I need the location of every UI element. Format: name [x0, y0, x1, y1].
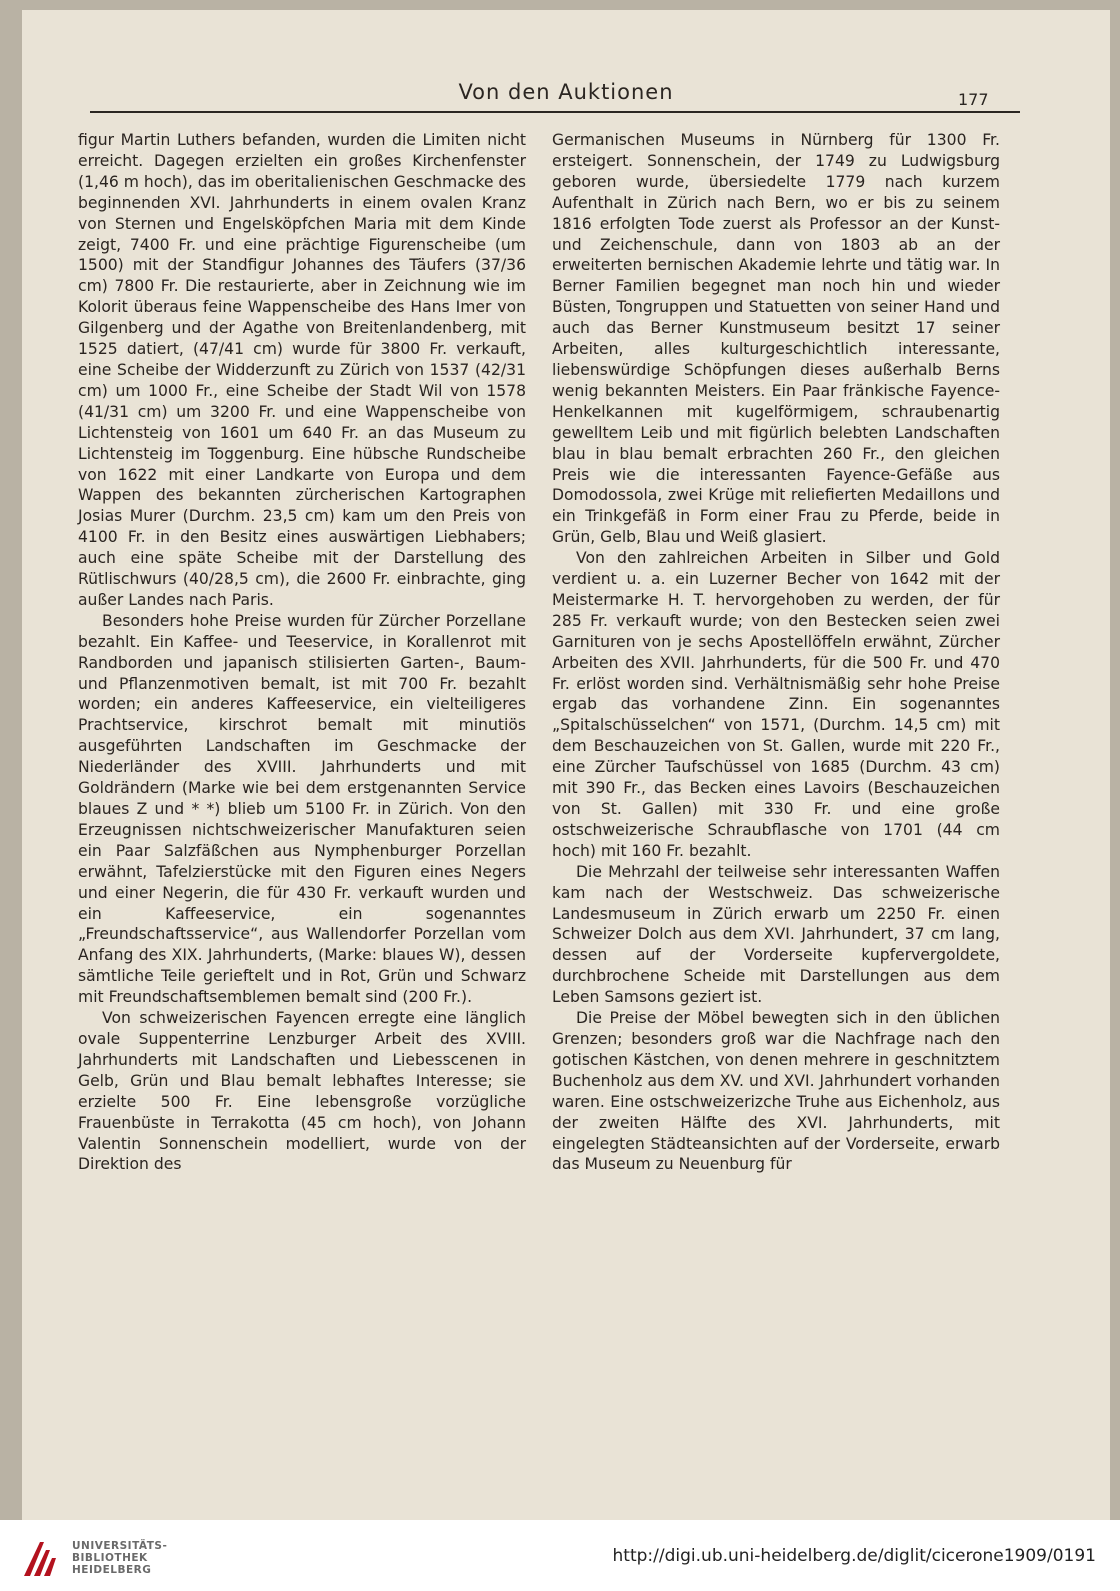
paragraph: Besonders hohe Preise wurden für Zürcher Porzellane bezahlt. Ein Kaffee- und Teeservice, in Korallenrot mit Randborden und japanisch stilisierten Garten-, Baum- und Pflanzenmotiven bemalt, ist mit 700 Fr. bezahlt worden; ein anderes Kaffeeservice, ein vielteiligeres Prachtservice, kirschrot bemalt mit minutiös ausgeführten Landschaften im Geschmacke der Niederländer des XVIII. Jahrhunderts und mit Goldrändern (Marke wie bei dem erstgenannten Service blaues Z und * *) blieb um 5100 Fr. in Zürich. Von den Erzeugnissen nichtschweizerischer Manufakturen seien ein Paar Salzfäßchen aus Nymphenburger Porzellan erwähnt, Tafelzierstücke mit den Figuren eines Negers und einer Negerin, die für 430 Fr. verkauft wurden und ein Kaffeeservice, ein sogenanntes „Freundschaftsservice“, aus Wallendorfer Porzellan vom Anfang des XIX. Jahrhunderts, (Marke: blaues W), dessen sämtliche Teile gerieftelt und in Rot, Grün und Schwarz mit Freundschaftsemblemen bemalt sind (200 Fr.).	[78, 611, 526, 1007]
running-head: Von den Auktionen	[458, 80, 674, 104]
paragraph: Von schweizerischen Fayencen erregte eine länglich ovale Suppenterrine Lenzburger Arbeit des XVIII. Jahrhunderts mit Landschaften und Liebesscenen in Gelb, Grün und Blau bemalt lebhaftes Interesse; sie erzielte 500 Fr. Eine lebensgroße vorzügliche Frauenbüste in Terrakotta (45 cm hoch), von Johann Valentin Sonnenschein modelliert, wurde von der Direktion des	[78, 1009, 526, 1174]
left-column	[78, 130, 526, 1175]
scanned-page	[22, 10, 1110, 1570]
paragraph: Die Preise der Möbel bewegten sich in den üblichen Grenzen; besonders groß war die Nachfrage nach den gotischen Kästchen, von denen mehrere in geschnitztem Buchenholz aus dem XV. und XVI. Jahrhundert vorhanden waren. Eine ostschweizerizche Truhe aus Eichenholz, aus der zweiten Hälfte des XVI. Jahrhunderts, mit eingelegten Städteansichten auf der Vorderseite, erwarb das Museum zu Neuenburg für	[552, 1009, 1000, 1174]
university-library-logo-icon	[20, 1538, 62, 1580]
page-number: 177	[958, 90, 989, 109]
right-column	[552, 130, 1000, 1175]
header-rule	[90, 111, 1020, 113]
paragraph: figur Martin Luthers befanden, wurden die Limiten nicht erreicht. Dagegen erzielten ein großes Kirchenfenster (1,46 m hoch), das im oberitalienischen Geschmacke des beginnenden XVI. Jahrhunderts in einem ovalen Kranz von Sternen und Engelsköpfchen Maria mit dem Kinde zeigt, 7400 Fr. und eine prächtige Figurenscheibe (um 1500) mit der Standfigur Johannes des Täufers (37/36 cm) 7800 Fr. Die restaurierte, aber in Zeichnung wie im Kolorit überaus feine Wappenscheibe des Hans Imer von Gilgenberg und der Agathe von Breitenlandenberg, mit 1525 datiert, (47/41 cm) wurde für 3800 Fr. verkauft, eine Scheibe der Widderzunft zu Zürich von 1537 (42/31 cm) um 1000 Fr., eine Scheibe der Stadt Wil von 1578 (41/31 cm) um 3200 Fr. und eine Wappenscheibe von Lichtensteig von 1601 um 640 Fr. an das Museum zu Lichtensteig im Toggenburg. Eine hübsche Rundscheibe von 1622 mit einer Landkarte von Europa und dem Wappen des bekannten zürcherischen Kartographen Josias Murer (Durchm. 23,5 cm) kam um den Preis von 4100 Fr. in den Besitz eines auswärtigen Liebhabers; auch eine späte Scheibe mit der Darstellung des Rütlischwurs (40/28,5 cm), die 2600 Fr. einbrachte, ging außer Landes nach Paris.	[78, 131, 526, 609]
library-name-line: BIBLIOTHEK	[72, 1552, 148, 1564]
paragraph: Von den zahlreichen Arbeiten in Silber und Gold verdient u. a. ein Luzerner Becher von 1642 mit der Meistermarke H. T. hervorgehoben zu werden, der für 285 Fr. verkauft wurde; von den Bestecken seien zwei Garnituren von je sechs Apostellöffeln erwähnt, Zürcher Arbeiten des XVII. Jahrhunderts, für die 500 Fr. und 470 Fr. erlöst worden sind. Verhältnismäßig sehr hohe Preise ergab das vorhandene Zinn. Ein sogenanntes „Spitalschüsselchen“ von 1571, (Durchm. 14,5 cm) mit dem Beschauzeichen von St. Gallen, wurde mit 220 Fr., eine Zürcher Taufschüssel von 1685 (Durchm. 43 cm) mit 390 Fr., das Becken eines Lavoirs (Beschauzeichen von St. Gallen) mit 330 Fr. und eine große ostschweizerische Schraubflasche von 1701 (44 cm hoch) mit 160 Fr. bezahlt.	[552, 549, 1000, 860]
source-url[interactable]: http://digi.ub.uni-heidelberg.de/diglit/cicerone1909/0191	[612, 1546, 1096, 1566]
paragraph: Die Mehrzahl der teilweise sehr interessanten Waffen kam nach der Westschweiz. Das schweizerische Landesmuseum in Zürich erwarb um 2250 Fr. einen Schweizer Dolch aus dem XVI. Jahrhundert, 37 cm lang, dessen auf der Vorderseite kupfervergoldete, durchbrochene Scheide mit Darstellungen aus dem Leben Samsons geziert ist.	[552, 862, 1000, 1007]
paragraph: Germanischen Museums in Nürnberg für 1300 Fr. ersteigert. Sonnenschein, der 1749 zu Ludwigsburg geboren wurde, übersiedelte 1779 nach kurzem Aufenthalt in Zürich nach Bern, wo er bis zu seinem 1816 erfolgten Tode zuerst als Professor an der Kunst- und Zeichenschule, dann von 1803 ab an der erweiterten bernischen Akademie lehrte und tätig war. In Berner Familien begegnet man noch hin und wieder Büsten, Tongruppen und Statuetten von seiner Hand und auch das Berner Kunstmuseum besitzt 17 seiner Arbeiten, alles kulturgeschichtlich interessante, liebenswürdige Schöpfungen dieses außerhalb Berns wenig bekannten Meisters. Ein Paar fränkische Fayence-Henkelkannen mit kugelförmigem, schraubenartig gewelltem Leib und mit figürlich belebten Landschaften blau in blau bemalt erbrachten 260 Fr., den gleichen Preis wie die interessanten Fayence-Gefäße aus Domodossola, zwei Krüge mit reliefierten Medaillons und ein Trinkgefäß in Form einer Frau zu Pferde, beide in Grün, Gelb, Blau und Weiß glasiert.	[552, 131, 1000, 547]
library-name-line: UNIVERSITÄTS-	[72, 1540, 168, 1552]
library-name-line: HEIDELBERG	[72, 1564, 152, 1576]
library-name	[72, 1540, 167, 1576]
